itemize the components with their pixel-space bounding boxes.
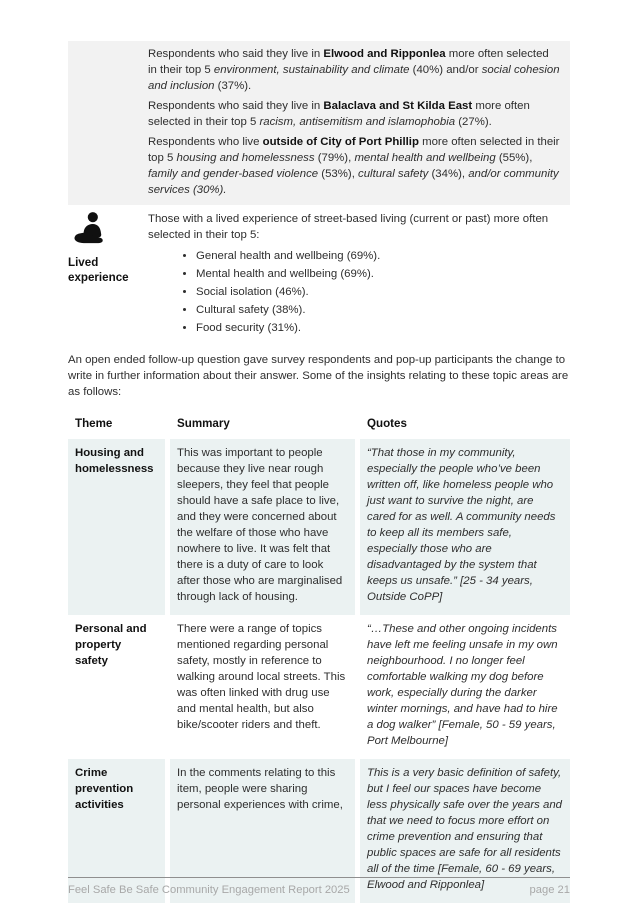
suburb-insights-block: [68, 41, 570, 205]
theme-cell: Housing and homelessness: [68, 439, 165, 615]
quote-cell: “…These and other ongoing incidents have left me feeling unsafe in my own neighbourhood. I no longer feel comfortable walking my dog before work, especially during the darker winter mornings, and have had to hire a dog walker” [Female, 50 - 59 years, Port Melbourne]: [355, 615, 570, 759]
theme-cell: Personal and property safety: [75, 623, 147, 667]
themes-quotes-table: [68, 413, 570, 903]
summary-cell: This was important to people because they live near rough sleepers, they feel that people should have a safe place to live, and they were concerned about the welfare of those who have nowhere to live. It was felt that there is a duty of care to look after those who are marginalised through lack of housing.: [165, 439, 355, 615]
footer-page-number: page 21: [529, 884, 570, 896]
column-header-quotes: Quotes: [355, 413, 570, 439]
column-header-summary: Summary: [165, 413, 355, 439]
column-header-theme: Theme: [75, 417, 113, 430]
lived-experience-intro: Those with a lived experience of street-based living (current or past) more often selected in their top 5:: [148, 213, 549, 241]
summary-cell: In the comments relating to this item, people were sharing personal experiences with crime,: [165, 759, 355, 903]
footer-report-title: Feel Safe Be Safe Community Engagement Report 2025: [68, 884, 350, 896]
lived-bullet-item: • Mental health and wellbeing (69%).: [196, 266, 570, 283]
table-header-row: [68, 413, 570, 439]
quote-cell: This is a very basic definition of safety, but I feel our spaces have become less physically safe over the years and that we need to focus more effort on crime prevention and ensuring that public spaces are safe for all residents all of the time [Female, 60 - 69 years, Elwood and Ripponlea]: [355, 759, 570, 903]
lived-bullet-item: • Cultural safety (38%).: [196, 302, 570, 319]
lived-bullet-item: • Social isolation (46%).: [196, 284, 570, 301]
page-content: [68, 41, 570, 903]
page-footer: [68, 877, 570, 898]
theme-cell: Crime prevention activities: [68, 759, 165, 903]
lived-experience-label: Lived experience: [68, 256, 129, 284]
paragraph-outside-copp: Respondents who live outside of City of Port Phillip more often selected in their top 5 housing and homelessness (79%), mental health and wellbeing (55%), family and gender-based violence (53%), cultural safety (34%), and/or community services (30%).: [148, 136, 560, 196]
summary-cell: There were a range of topics mentioned regarding personal safety, mostly in reference to walking around local streets. This was often linked with drug use and mental health, but also bike/scooter riders and theft.: [165, 615, 355, 759]
lived-experience-bullet-list: [148, 248, 570, 337]
table-row: [68, 615, 570, 759]
table-row: [68, 439, 570, 615]
lived-bullet-item: • General health and wellbeing (69%).: [196, 248, 570, 265]
person-in-hand-icon: [72, 211, 108, 247]
lived-bullet-item: • Food security (31%).: [196, 320, 570, 337]
lived-experience-header-cell: [68, 209, 148, 338]
quote-cell: “That those in my community, especially the people who’ve been written off, like homeless people who just want to survive the night, are cared for as well. A community needs to keep all its members safe, especially those who are disadvantaged by the system that keeps us unsafe.” [25 - 34 years, Outside CoPP]: [355, 439, 570, 615]
open-question-paragraph: An open ended follow-up question gave survey respondents and pop-up participants the change to write in further information about their answer. Some of the insights relating to these topic areas are as follows:: [68, 354, 569, 398]
paragraph-balaclava-stkilda: Respondents who said they live in Balaclava and St Kilda East more often selected in their top 5 racism, antisemitism and islamophobia (27%).: [148, 100, 530, 128]
lived-experience-section: [68, 209, 570, 338]
lived-experience-content: [148, 209, 570, 338]
paragraph-elwood-ripponlea: Respondents who said they live in Elwood and Ripponlea more often selected in their top 5 environment, sustainability and climate (40%) and/or social cohesion and inclusion (37%).: [148, 48, 560, 92]
